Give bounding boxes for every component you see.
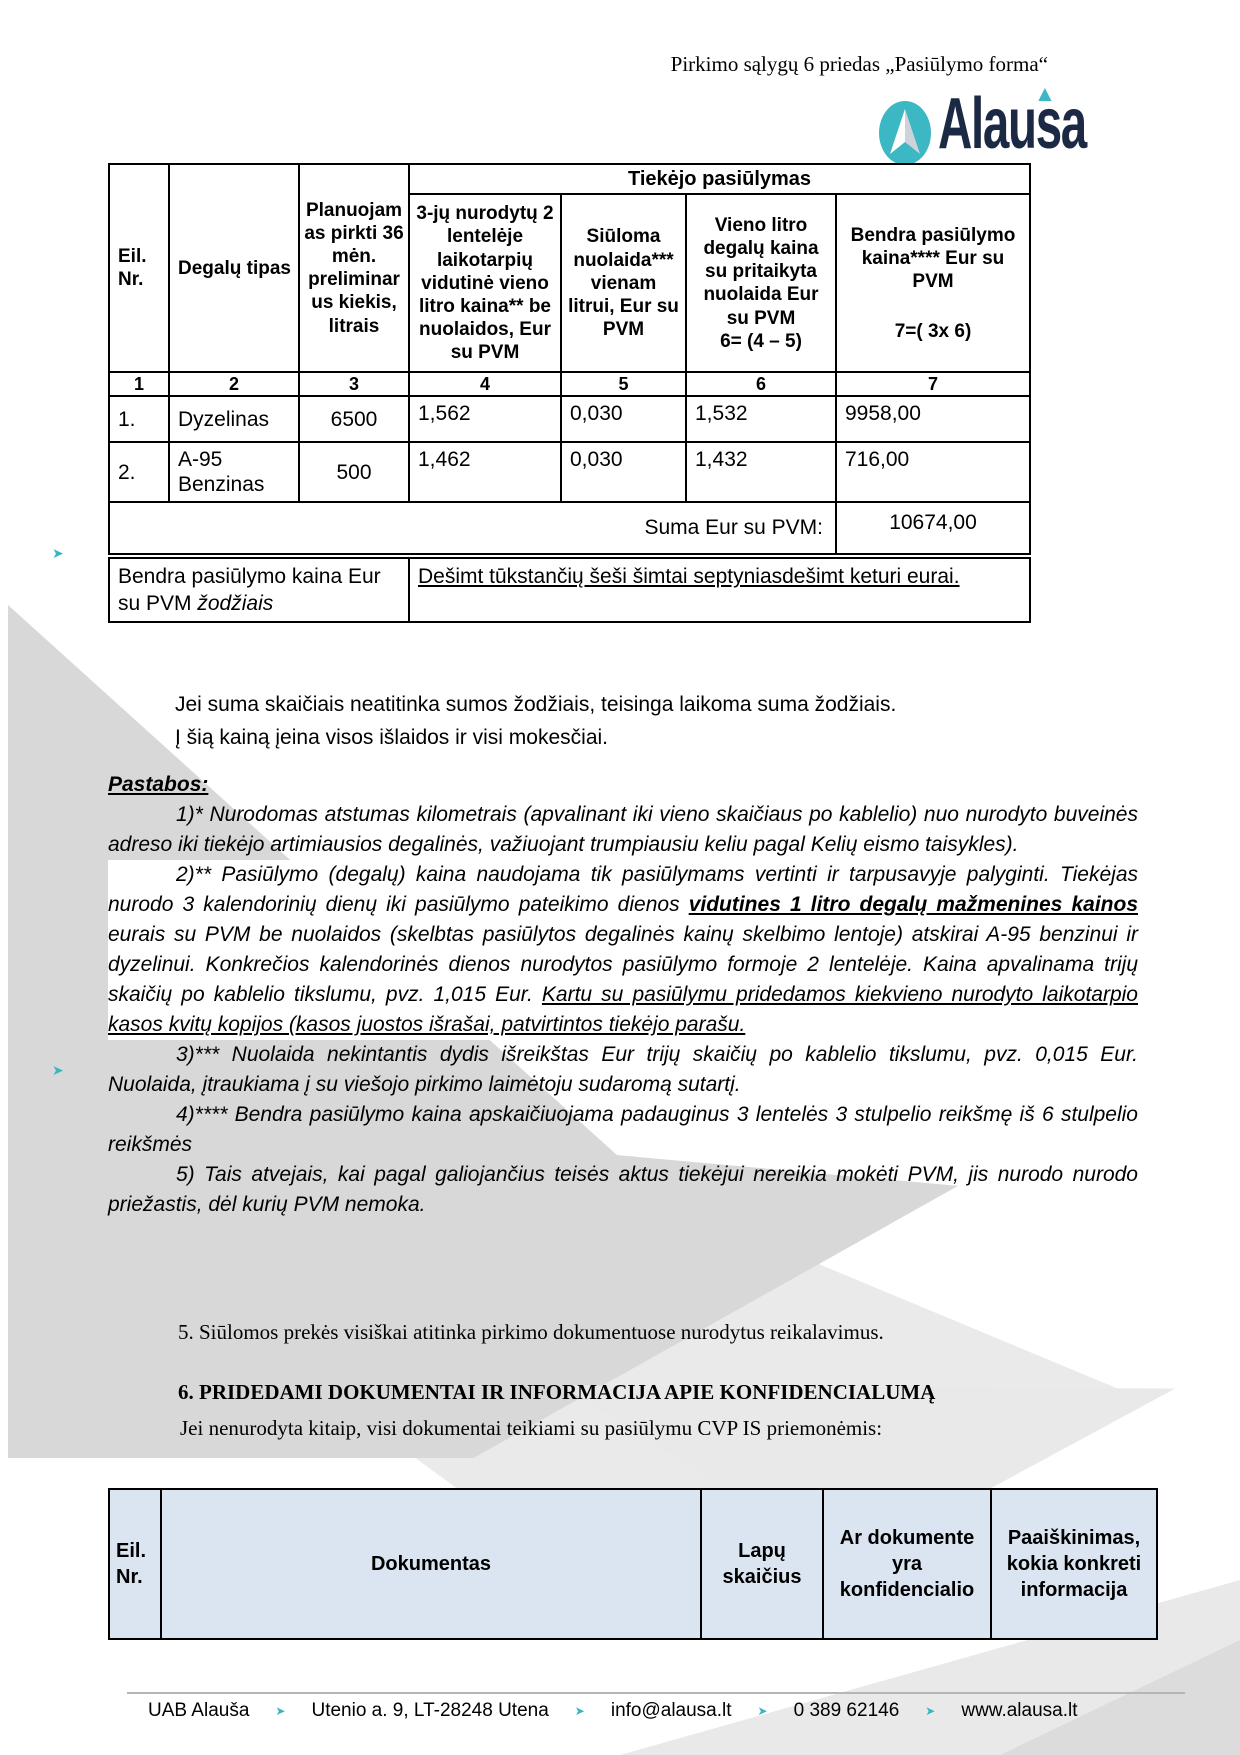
intro-paragraph (175, 688, 896, 754)
column-formula: 7=( 3x 6) (894, 320, 972, 342)
notes-heading: Pastabos: (108, 773, 209, 796)
item-5: 5. Siūlomos prekės visiškai atitinka pirkimo dokumentuose nurodytus reikalavimus. (178, 1320, 884, 1344)
avg-price: 1,562 (409, 396, 561, 442)
quantity-litres: 500 (299, 442, 409, 502)
arrow-icon: ➤ (574, 1704, 585, 1718)
col-number: 7 (836, 372, 1030, 396)
header-cell-eil-nr: Eil. Nr. (109, 164, 169, 372)
doc-header-paaiskinimas: Paaiškinimas, kokia konkreti informacija (991, 1489, 1157, 1639)
documents-table (108, 1488, 1158, 1640)
footer-address: Utenio a. 9, LT-28248 Utena (311, 1700, 549, 1721)
arrow-icon: ➤ (275, 1704, 286, 1718)
intro-line: Jei suma skaičiais neatitinka sumos žodžiais, teisinga laikoma suma žodžiais. (175, 693, 897, 716)
documents-table-header-row (109, 1489, 1157, 1639)
price-with-discount: 1,432 (686, 442, 836, 502)
doc-header-dokumentas: Dokumentas (161, 1489, 701, 1639)
doc-header-lapu-skaicius: Lapų skaičius (701, 1489, 823, 1639)
footer-company: UAB Alauša (148, 1700, 250, 1721)
margin-arrow-icon: ➤ (52, 545, 64, 561)
note-2: 2)** Pasiūlymo (degalų) kaina naudojama tik pasiūlymams vertinti ir tarpusavyje palyginti. Tiekėjas nurodo 3 kalendorinių dienų iki pasiūlymo pateikimo dienos vidutines 1 litro degalų mažmenines kainos eurais su PVM be nuolaidos (skelbtas pasiūlytos degalinės kainų skelbimo lentoje) atskirai A-95 benzinui ir dyzelinui. Konkrečios kalendorinės dienos nurodytos pasiūlymo formoje 2 lentelėje. Kaina apvalinama trijų skaičių po kablelio tikslumu, pvz. 1,015 Eur. Kartu su pasiūlymu pridedamos kiekvieno nurodyto laikotarpio kasos kvitų kopijos (kasos juostos išrašai, patvirtintos tiekėjo parašu. (108, 860, 1138, 1040)
sum-label: Suma Eur su PVM: (109, 502, 836, 556)
col-number: 3 (299, 372, 409, 396)
arrow-icon: ➤ (925, 1704, 936, 1718)
item-6-subtext: Jei nenurodyta kitaip, visi dokumentai teikiami su pasiūlymu CVP IS priemonėmis: (180, 1416, 883, 1440)
notes-section (108, 770, 1138, 1220)
table-row-dyzelinas (109, 396, 1030, 442)
table-row-benzinas (109, 442, 1030, 502)
note-5: 5) Tais atvejais, kai pagal galiojančius teisės aktus tiekėjui nereikia mokėti PVM, jis nurodo nurodo priežastis, dėl kurių PVM nemoka. (108, 1163, 1138, 1216)
row-number: 2. (109, 442, 169, 502)
intro-line: Į šią kainą įeina visos išlaidos ir visi mokesčiai. (175, 726, 608, 749)
header-band-tiekejo-pasiulymas: Tiekėjo pasiūlymas (409, 164, 1030, 194)
col-number: 6 (686, 372, 836, 396)
header-cell-bendra-kaina (836, 194, 1030, 372)
doc-header-eil-nr: Eil. Nr. (109, 1489, 161, 1639)
discount: 0,030 (561, 396, 686, 442)
price-with-discount: 1,532 (686, 396, 836, 442)
header-cell-degalu-tipas: Degalų tipas (169, 164, 299, 372)
fuel-type: A-95 Benzinas (169, 442, 299, 502)
total-price: 9958,00 (836, 396, 1030, 442)
arrow-icon: ➤ (757, 1704, 768, 1718)
col-number: 4 (409, 372, 561, 396)
item-6-heading: 6. PRIDEDAMI DOKUMENTAI IR INFORMACIJA APIE KONFIDENCIALUMĄ (178, 1380, 936, 1404)
quantity-litres: 6500 (299, 396, 409, 442)
price-in-words-label: Bendra pasiūlymo kaina Eur su PVM žodžiais (109, 556, 409, 622)
footer-phone: 0 389 62146 (793, 1700, 900, 1721)
avg-price: 1,462 (409, 442, 561, 502)
total-price: 716,00 (836, 442, 1030, 502)
note-4: 4)**** Bendra pasiūlymo kaina apskaičiuojama padauginus 3 lentelės 3 stulpelio reikšmę iš 6 stulpelio reikšmės (108, 1103, 1138, 1156)
price-in-words-value: Dešimt tūkstančių šeši šimtai septyniasdešimt keturi eurai. (409, 556, 1030, 622)
col-number: 5 (561, 372, 686, 396)
header-cell-vidutine-kaina: 3-jų nurodytų 2 lentelėje laikotarpių vidutinė vieno litro kaina** be nuolaidos, Eur su PVM (409, 194, 561, 372)
footer (148, 1700, 1078, 1722)
row-number: 1. (109, 396, 169, 442)
header-cell-nuolaida: Siūloma nuolaida*** vienam litrui, Eur su PVM (561, 194, 686, 372)
doc-header-konfidencialumas: Ar dokumente yra konfidencialio (823, 1489, 991, 1639)
col-number: 1 (109, 372, 169, 396)
col-number: 2 (169, 372, 299, 396)
compass-arrow-icon (878, 100, 932, 166)
page-title: Pirkimo sąlygų 6 priedas „Pasiūlymo forma“ (670, 52, 1048, 76)
offer-table (108, 163, 1031, 623)
column-formula: 6= (4 – 5) (720, 330, 802, 352)
note-3: 3)*** Nuolaida nekintantis dydis išreikštas Eur trijų skaičių po kablelio tikslumu, pvz. 0,015 Eur. Nuolaida, įtraukiama į su viešojo pirkimo laimėtoju sudaromą sutartį. (108, 1043, 1138, 1096)
footer-website: www.alausa.lt (961, 1700, 1078, 1721)
caron-icon (1038, 88, 1051, 101)
price-in-words-row (109, 556, 1030, 622)
header-text: Vieno litro degalų kaina su pritaikyta nuolaida Eur su PVM (703, 214, 819, 329)
column-number-row (109, 372, 1030, 396)
header-text: Bendra pasiūlymo kaina**** Eur su PVM (850, 225, 1016, 293)
sum-row (109, 502, 1030, 556)
sum-value: 10674,00 (836, 502, 1030, 556)
margin-arrow-icon: ➤ (52, 1062, 64, 1078)
fuel-type: Dyzelinas (169, 396, 299, 442)
footer-divider (127, 1692, 1185, 1694)
header-cell-kiekis: Planuojamas pirkti 36 mėn. preliminarus kiekis, litrais (299, 164, 409, 372)
note-1: 1)* Nurodomas atstumas kilometrais (apvalinant iki vieno skaičiaus po kablelio) nuo nurodyto buveinės adreso iki tiekėjo artimiausios degalinės, važiuojant trumpiausiu keliu pagal Kelių eismo taisykles). (108, 803, 1138, 856)
header-cell-kaina-su-nuolaida (686, 194, 836, 372)
logo-text: Alau sa (938, 84, 1086, 164)
footer-email: info@alausa.lt (610, 1700, 732, 1721)
discount: 0,030 (561, 442, 686, 502)
